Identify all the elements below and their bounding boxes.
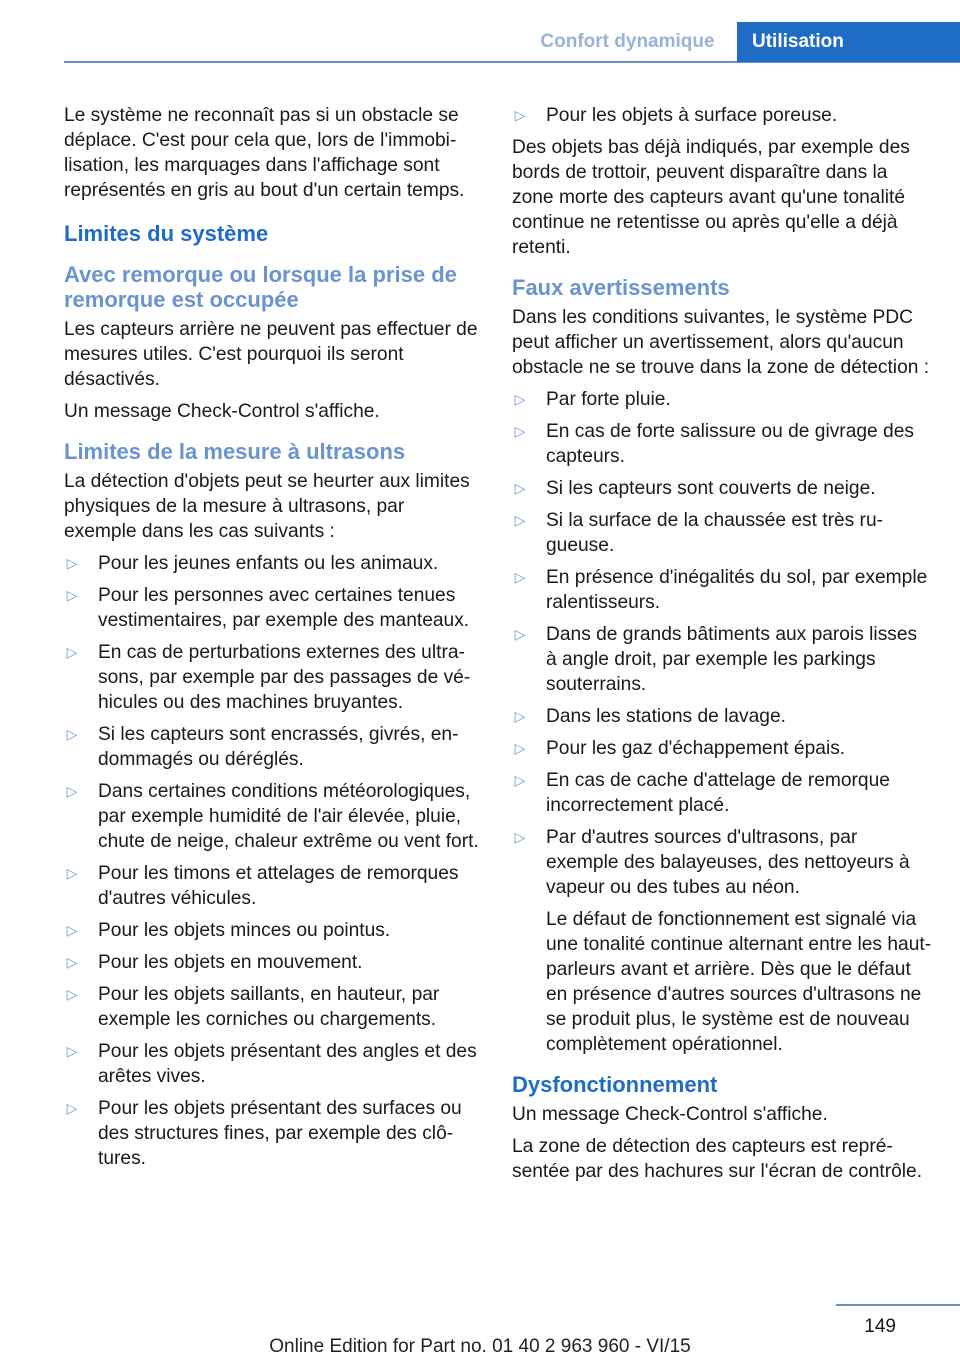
list-item-text: Par forte pluie. bbox=[546, 389, 671, 410]
porous-list bbox=[512, 103, 932, 128]
list-item bbox=[64, 861, 480, 911]
list-item-text: Si les capteurs sont encrassés, givrés, endommagés ou déréglés. bbox=[98, 724, 459, 770]
triangle-bullet-icon: ▷ bbox=[514, 423, 526, 439]
list-item-text: En cas de forte salissure ou de givrage des capteurs. bbox=[546, 421, 914, 467]
triangle-bullet-icon: ▷ bbox=[514, 740, 526, 756]
page-number: 149 bbox=[864, 1316, 896, 1337]
list-item bbox=[512, 419, 932, 469]
list-item-text: En cas de cache d'attelage de remorque incorrectement placé. bbox=[546, 770, 890, 816]
list-item-text: Pour les jeunes enfants ou les animaux. bbox=[98, 553, 439, 574]
triangle-bullet-icon: ▷ bbox=[514, 107, 526, 123]
list-item bbox=[64, 722, 480, 772]
list-item bbox=[512, 704, 932, 729]
malfunction-check-control: Un message Check-Control s'affiche. bbox=[512, 1104, 828, 1125]
triangle-bullet-icon: ▷ bbox=[66, 587, 78, 603]
triangle-bullet-icon: ▷ bbox=[66, 726, 78, 742]
list-item bbox=[64, 1096, 480, 1171]
list-item-text: En présence d'inégalités du sol, par exemple ralentisseurs. bbox=[546, 567, 928, 613]
triangle-bullet-icon: ▷ bbox=[514, 512, 526, 528]
list-item bbox=[64, 1039, 480, 1089]
intro-paragraph: Le système ne reconnaît pas si un obstacle se déplace. C'est pour cela que, lors de l'immobilisation, les marquages dans l'affichage sont représentés en gris au bout d'un certain temps. bbox=[64, 105, 465, 201]
list-item-text: Pour les personnes avec certaines tenues vestimentaires, par exemple des manteaux. bbox=[98, 585, 470, 631]
list-item-text: Pour les timons et attelages de remorques d'autres véhicules. bbox=[98, 863, 459, 909]
false-warnings-heading: Faux avertissements bbox=[512, 275, 730, 300]
triangle-bullet-icon: ▷ bbox=[66, 1100, 78, 1116]
triangle-bullet-icon: ▷ bbox=[514, 391, 526, 407]
list-item bbox=[64, 583, 480, 633]
list-item bbox=[64, 918, 480, 943]
header-active-tab: Utilisation bbox=[737, 22, 960, 62]
trailer-paragraph: Les capteurs arrière ne peuvent pas effectuer de mesures utiles. C'est pourquoi ils seront désactivés. bbox=[64, 319, 478, 390]
triangle-bullet-icon: ▷ bbox=[66, 783, 78, 799]
list-item-text: Pour les objets présentant des surfaces ou des structures fines, par exemple des clôtures. bbox=[98, 1098, 462, 1169]
list-item bbox=[512, 476, 932, 501]
ultrasonic-limits-paragraph: La détection d'objets peut se heurter aux limites physiques de la mesure à ultrasons, par exemple dans les cas suivants : bbox=[64, 471, 470, 542]
triangle-bullet-icon: ▷ bbox=[514, 772, 526, 788]
list-item-text: Pour les objets à surface poreuse. bbox=[546, 105, 838, 126]
trailer-check-control: Un message Check-Control s'affiche. bbox=[64, 401, 380, 422]
triangle-bullet-icon: ▷ bbox=[514, 626, 526, 642]
header-section-label: Confort dynamique bbox=[540, 31, 715, 52]
list-item bbox=[512, 622, 932, 697]
low-objects-paragraph: Des objets bas déjà indiqués, par exemple des bords de trottoir, peuvent disparaître dans la zone morte des capteurs avant qu'une tonalité continue ne retentisse ou après qu'elle a déjà retenti. bbox=[512, 137, 910, 258]
footer-rule bbox=[836, 1304, 960, 1306]
list-item bbox=[64, 982, 480, 1032]
list-item-text: Pour les objets présentant des angles et des arêtes vives. bbox=[98, 1041, 477, 1087]
triangle-bullet-icon: ▷ bbox=[66, 644, 78, 660]
ultrasonic-limits-heading: Limites de la mesure à ultrasons bbox=[64, 439, 406, 464]
triangle-bullet-icon: ▷ bbox=[514, 569, 526, 585]
list-item-text: Dans de grands bâtiments aux parois lisses à angle droit, par exemple les parkings souterrains. bbox=[546, 624, 918, 695]
trailer-heading: Avec remorque ou lorsque la prise de remorque est occupée bbox=[64, 262, 457, 312]
triangle-bullet-icon: ▷ bbox=[66, 1043, 78, 1059]
list-item-text: Pour les objets en mouvement. bbox=[98, 952, 363, 973]
list-item bbox=[512, 387, 932, 412]
list-item bbox=[64, 640, 480, 715]
triangle-bullet-icon: ▷ bbox=[66, 922, 78, 938]
triangle-bullet-icon: ▷ bbox=[514, 708, 526, 724]
list-item bbox=[512, 736, 932, 761]
malfunction-heading: Dysfonctionnement bbox=[512, 1072, 718, 1097]
ultra-sources-note: Le défaut de fonctionnement est signalé via une tonalité continue alternant entre les haut-parleurs avant et arrière. Dès que le défaut en présence d'autres sources d'ultrasons ne se produit plus, le système est de nouveau complètement opérationnel. bbox=[546, 909, 932, 1055]
list-item-text: Dans certaines conditions météorologiques, par exemple humidité de l'air élevée, pluie, chute de neige, chaleur extrême ou vent fort. bbox=[98, 781, 479, 852]
triangle-bullet-icon: ▷ bbox=[66, 986, 78, 1002]
list-item bbox=[64, 779, 480, 854]
list-item bbox=[64, 950, 480, 975]
triangle-bullet-icon: ▷ bbox=[66, 954, 78, 970]
ultrasonic-limits-list bbox=[64, 551, 480, 1171]
list-item-text: Dans les stations de lavage. bbox=[546, 706, 786, 727]
list-item bbox=[512, 565, 932, 615]
list-item-text: Par d'autres sources d'ultrasons, par exemple des balayeuses, des nettoyeurs à vapeur ou des tubes au néon. bbox=[546, 827, 910, 898]
triangle-bullet-icon: ▷ bbox=[66, 555, 78, 571]
false-warnings-paragraph: Dans les conditions suivantes, le système PDC peut afficher un avertissement, alors qu'aucun obstacle ne se trouve dans la zone de détection : bbox=[512, 307, 930, 378]
triangle-bullet-icon: ▷ bbox=[514, 480, 526, 496]
list-item-text: Si les capteurs sont couverts de neige. bbox=[546, 478, 876, 499]
footer-edition: Online Edition for Part no. 01 40 2 963 960 - VI/15 bbox=[269, 1336, 691, 1357]
list-item bbox=[512, 508, 932, 558]
list-item-text: Si la surface de la chaussée est très rugueuse. bbox=[546, 510, 884, 556]
list-item-text: Pour les gaz d'échappement épais. bbox=[546, 738, 846, 759]
list-item-text: Pour les objets minces ou pointus. bbox=[98, 920, 391, 941]
triangle-bullet-icon: ▷ bbox=[66, 865, 78, 881]
left-column bbox=[64, 103, 480, 1178]
list-item bbox=[512, 103, 932, 128]
triangle-bullet-icon: ▷ bbox=[514, 829, 526, 845]
list-item-text: En cas de perturbations externes des ultrasons, par exemple par des passages de véhicules ou des machines bruyantes. bbox=[98, 642, 471, 713]
system-limits-heading: Limites du système bbox=[64, 221, 269, 246]
list-item bbox=[512, 825, 932, 1057]
list-item bbox=[512, 768, 932, 818]
list-item-text: Pour les objets saillants, en hauteur, par exemple les corniches ou chargements. bbox=[98, 984, 440, 1030]
right-column bbox=[512, 103, 932, 1191]
list-item bbox=[64, 551, 480, 576]
false-warnings-list bbox=[512, 387, 932, 1057]
malfunction-paragraph: La zone de détection des capteurs est représentée par des hachures sur l'écran de contrôle. bbox=[512, 1136, 923, 1182]
